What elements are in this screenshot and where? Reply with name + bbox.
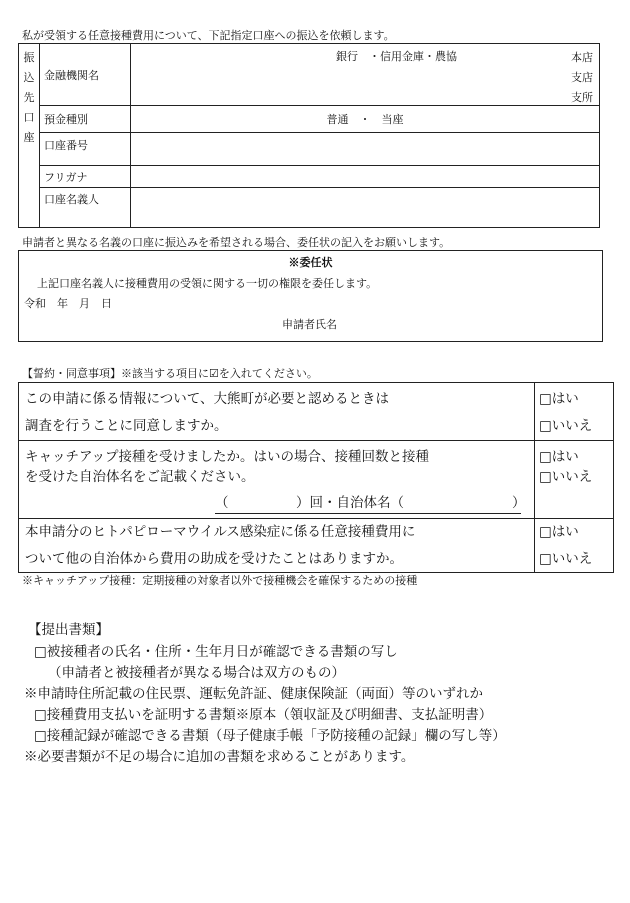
account-type-label: 預金種別	[40, 106, 131, 133]
documents-heading: 【提出書類】	[28, 622, 109, 638]
furigana-field[interactable]	[131, 166, 600, 188]
agreement-row: キャッチアップ接種を受けましたか。はいの場合、接種回数と接種 を受けた自治体名をご記載ください。 （ ）回・自治体名（ ） □はい □いいえ	[19, 441, 614, 519]
delegation-box	[18, 250, 603, 342]
branch-types: 本店 支店 支所	[571, 51, 593, 104]
agreement-row: 本申請分のヒトパピローマウイルス感染症に係る任意接種費用に ついて他の自治体から費用の助成を受けたことはありますか。 □はい □いいえ	[19, 519, 614, 573]
document-item-note: ※必要書類が不足の場合に追加の書類を求めることがあります。	[24, 749, 415, 765]
no-checkbox[interactable]: □いいえ	[539, 469, 593, 485]
account-type-options[interactable]: 普通 ・ 当座	[131, 106, 600, 133]
agreement-row: この申請に係る情報について、大熊町が必要と認めるときは 調査を行うことに同意しますか。 □はい □いいえ	[19, 383, 614, 441]
institution-label: 金融機関名	[40, 44, 131, 106]
account-holder-field[interactable]	[131, 188, 600, 228]
document-item[interactable]: □接種記録が確認できる書類（母子健康手帳「予防接種の記録」欄の写し等）	[34, 728, 506, 744]
institution-field[interactable]	[131, 44, 600, 106]
account-number-label: 口座番号	[40, 133, 131, 166]
agreement-table	[18, 382, 614, 573]
no-checkbox[interactable]: □いいえ	[539, 418, 593, 434]
catchup-note: ※キャッチアップ接種：定期接種の対象者以外で接種機会を確保するための接種	[22, 574, 418, 587]
catchup-fill-field[interactable]: （ ）回・自治体名（ ）	[215, 493, 521, 514]
transfer-destination-label: 振 込 先 口 座	[19, 44, 40, 228]
intro-text: 私が受領する任意接種費用について、下記指定口座への振込を依頼します。	[22, 29, 395, 42]
applicant-name-label[interactable]: 申請者氏名	[282, 318, 337, 331]
account-holder-label: 口座名義人	[40, 188, 131, 228]
agreement-heading: 【誓約・同意事項】※該当する項目に☑を入れてください。	[22, 367, 318, 380]
bank-types: 銀行 ・信用金庫・農協	[336, 50, 457, 63]
delegation-title: ※委任状	[288, 256, 333, 269]
document-item[interactable]: □被接種者の氏名・住所・生年月日が確認できる書類の写し	[34, 644, 398, 660]
document-item-note: （申請者と被接種者が異なる場合は双方のもの）	[48, 665, 345, 681]
furigana-label: フリガナ	[40, 166, 131, 188]
yes-checkbox[interactable]: □はい	[539, 449, 579, 465]
delegation-note: 申請者と異なる名義の口座に振込みを希望される場合、委任状の記入をお願いします。	[22, 236, 451, 249]
document-item-note: ※申請時住所記載の住民票、運転免許証、健康保険証（両面）等のいずれか	[24, 686, 483, 702]
document-item[interactable]: □接種費用支払いを証明する書類※原本（領収証及び明細書、支払証明書）	[34, 707, 493, 723]
bank-account-table	[18, 43, 600, 228]
delegation-body: 上記口座名義人に接種費用の受領に関する一切の権限を委任します。	[37, 277, 378, 290]
no-checkbox[interactable]: □いいえ	[539, 551, 593, 567]
yes-checkbox[interactable]: □はい	[539, 391, 579, 407]
delegation-date[interactable]: 令和 年 月 日	[24, 297, 112, 310]
account-number-field[interactable]	[131, 133, 600, 166]
yes-checkbox[interactable]: □はい	[539, 524, 579, 540]
